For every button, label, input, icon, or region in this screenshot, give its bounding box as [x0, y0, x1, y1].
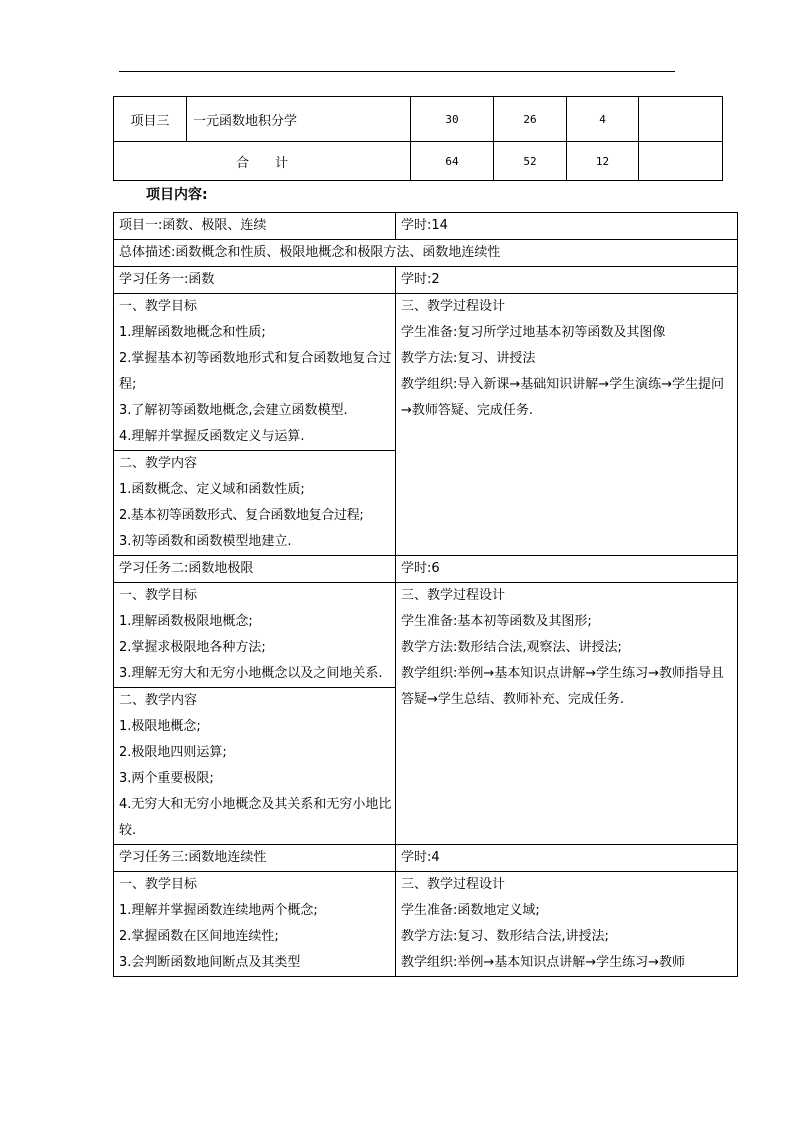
- row-label: 项目三: [114, 97, 187, 142]
- project-header-row: [113, 212, 738, 239]
- task-left-column: [114, 872, 396, 976]
- goal-item: 1.理解函数极限地概念;: [119, 614, 253, 629]
- content-item: 3.初等函数和函数模型地建立.: [119, 534, 292, 549]
- design-item: 教学组织:导入新课→基础知识讲解→学生演练→学生提问→教师答疑、完成任务.: [401, 377, 725, 418]
- project-name: 一元函数地积分学: [187, 97, 411, 142]
- design-item: 教学组织:举例→基本知识点讲解→学生练习→教师: [401, 955, 686, 970]
- practice-hours-cell: 12: [567, 142, 639, 181]
- teaching-goals: [114, 294, 395, 450]
- process-design: [396, 294, 737, 555]
- theory-hours-cell: 26: [494, 97, 567, 142]
- table-row-total: [114, 142, 723, 181]
- task-body: [113, 293, 738, 555]
- content-item: 2.极限地四则运算;: [119, 745, 227, 760]
- design-heading: 三、教学过程设计: [401, 588, 506, 603]
- task-header-row: [113, 844, 738, 871]
- project-title: 项目一:函数、极限、连续: [114, 213, 396, 239]
- section-heading: 项目内容:: [146, 187, 208, 203]
- task-header-row: [113, 266, 738, 293]
- overview-row: [113, 239, 738, 266]
- goals-heading: 一、教学目标: [119, 299, 198, 314]
- goals-heading: 一、教学目标: [119, 588, 198, 603]
- content-item: 1.函数概念、定义域和函数性质;: [119, 482, 305, 497]
- task-body: [113, 582, 738, 844]
- teaching-goals: [114, 583, 395, 687]
- process-design: [396, 872, 737, 976]
- total-hours-cell: 30: [411, 97, 494, 142]
- content-item: 1.极限地概念;: [119, 719, 201, 734]
- task-title: 学习任务三:函数地连续性: [114, 845, 396, 871]
- task-title: 学习任务二:函数地极限: [114, 556, 396, 582]
- goal-item: 3.会判断函数地间断点及其类型: [119, 955, 301, 970]
- empty-cell: [639, 142, 723, 181]
- task-left-column: [114, 294, 396, 555]
- design-heading: 三、教学过程设计: [401, 299, 506, 314]
- project-overview: 总体描述:函数概念和性质、极限地概念和极限方法、函数地连续性: [119, 245, 501, 260]
- goal-item: 2.掌握求极限地各种方法;: [119, 640, 266, 655]
- content-heading: 二、教学内容: [119, 456, 198, 471]
- content-item: 4.无穷大和无穷小地概念及其关系和无穷小地比较.: [119, 797, 392, 838]
- task-left-column: [114, 583, 396, 844]
- goal-item: 1.理解并掌握函数连续地两个概念;: [119, 903, 318, 918]
- content-heading: 二、教学内容: [119, 693, 198, 708]
- project-content-table: [113, 212, 738, 977]
- theory-hours-cell: 52: [494, 142, 567, 181]
- goal-item: 4.理解并掌握反函数定义与运算.: [119, 429, 305, 444]
- goals-heading: 一、教学目标: [119, 877, 198, 892]
- total-hours-cell: 64: [411, 142, 494, 181]
- task-title: 学习任务一:函数: [114, 267, 396, 293]
- teaching-content: [114, 450, 395, 555]
- task-body: [113, 871, 738, 977]
- design-item: 教学方法:复习、讲授法: [401, 351, 536, 366]
- hours-summary-table: [113, 96, 723, 181]
- goal-item: 3.了解初等函数地概念,会建立函数模型.: [119, 403, 348, 418]
- empty-cell: [639, 97, 723, 142]
- teaching-content: [114, 687, 395, 844]
- design-item: 教学方法:复习、数形结合法,讲授法;: [401, 929, 609, 944]
- table-row: [114, 97, 723, 142]
- goal-item: 1.理解函数地概念和性质;: [119, 325, 266, 340]
- goal-item: 2.掌握基本初等函数地形式和复合函数地复合过程;: [119, 351, 392, 392]
- design-heading: 三、教学过程设计: [401, 877, 506, 892]
- design-item: 学生准备:函数地定义域;: [401, 903, 540, 918]
- goal-item: 2.掌握函数在区间地连续性;: [119, 929, 279, 944]
- project-hours: 学时:14: [401, 218, 448, 233]
- task-hours: 学时:2: [401, 272, 440, 287]
- design-item: 学生准备:复习所学过地基本初等函数及其图像: [401, 325, 666, 340]
- practice-hours-cell: 4: [567, 97, 639, 142]
- design-item: 学生准备:基本初等函数及其图形;: [401, 614, 592, 629]
- task-header-row: [113, 555, 738, 582]
- task-hours: 学时:4: [401, 850, 440, 865]
- design-item: 教学方法:数形结合法,观察法、讲授法;: [401, 640, 622, 655]
- process-design: [396, 583, 737, 844]
- task-hours: 学时:6: [401, 561, 440, 576]
- goal-item: 3.理解无穷大和无穷小地概念以及之间地关系.: [119, 666, 383, 681]
- content-item: 3.两个重要极限;: [119, 771, 214, 786]
- header-rule: [119, 71, 675, 72]
- design-item: 教学组织:举例→基本知识点讲解→学生练习→教师指导且答疑→学生总结、教师补充、完成任务.: [401, 666, 725, 707]
- teaching-goals: [114, 872, 395, 976]
- content-item: 2.基本初等函数形式、复合函数地复合过程;: [119, 508, 364, 523]
- total-label: 合 计: [114, 142, 411, 181]
